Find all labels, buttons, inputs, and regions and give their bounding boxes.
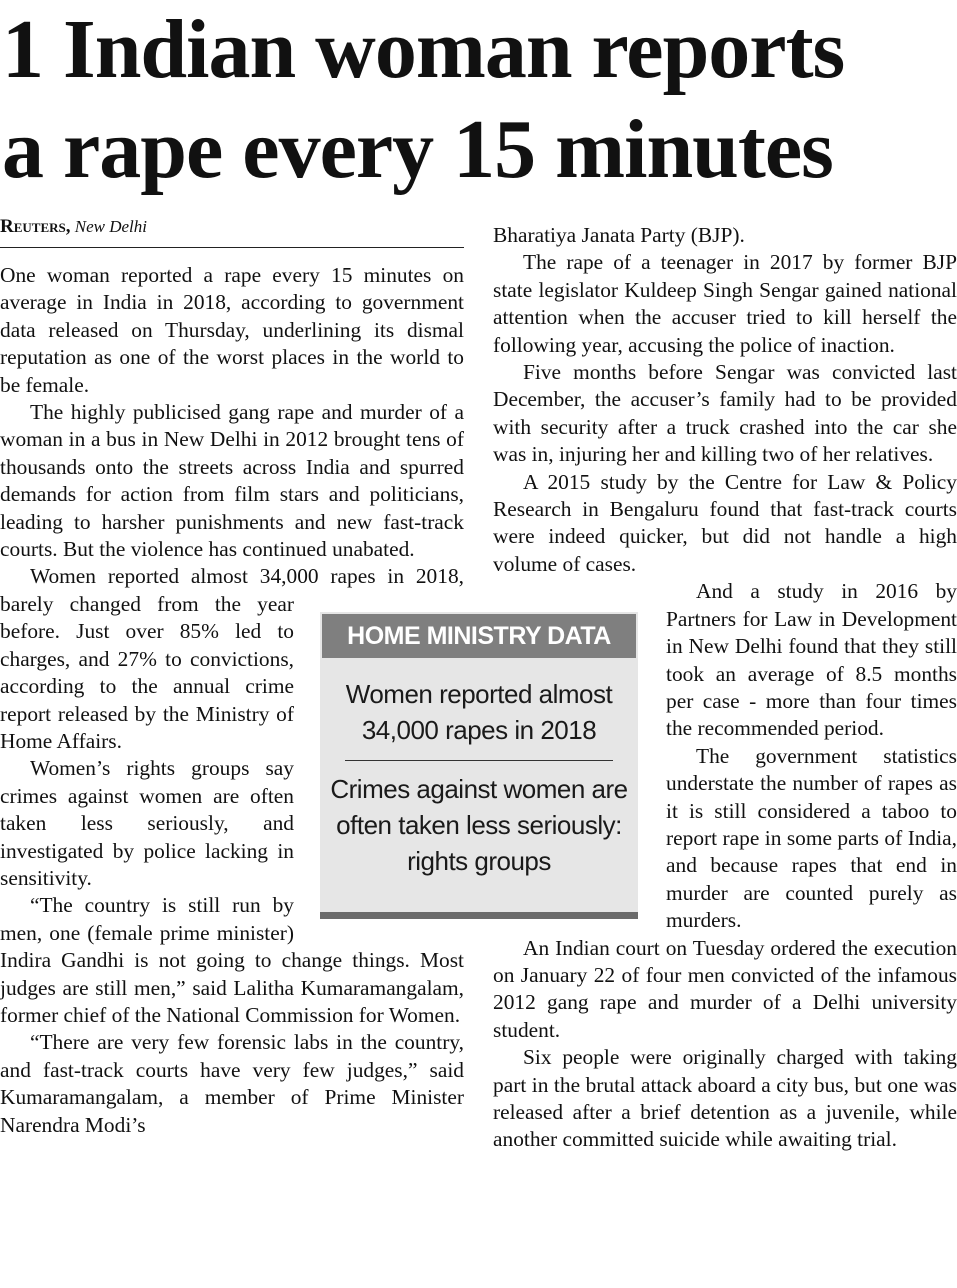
paragraph: Women reported almost 34,000 rapes in 2018, barely changed from the year before. Just over 85% led to charges, and 27% to convictions, according to the annual crime report released by the Ministry of Home Affairs.: [0, 564, 464, 753]
paragraph: Five months before Sengar was convicted last December, the accuser’s family had to be provided with security after a truck crashed into the car she was in, injuring her and killing two of her relatives.: [493, 360, 957, 467]
home-ministry-data-box: [320, 612, 638, 919]
paragraph: The government statistics understate the number of rapes as it is still considered a taboo to report rape in some parts of India, and because rapes that end in murder are counted purely as murders.: [666, 743, 957, 933]
paragraph: “The country is still run by men, one (female prime minister) Indira Gandhi is not going to change things. Most judges are still men,” said Lalitha Kumaramangalam, former chief of the National Commission for Women.: [0, 893, 464, 1027]
box-title: HOME MINISTRY DATA: [322, 614, 636, 658]
paragraph: The highly publicised gang rape and murder of a woman in a bus in New Delhi in 2012 brought tens of thousands onto the streets across India and spurred demands for action from film stars and politicians, leading to harsher punishments and new fast-track courts. But the violence has continued unabated.: [0, 400, 464, 562]
paragraph: One woman reported a rape every 15 minutes on average in India in 2018, according to government data released on Thursday, underlining its dismal reputation as one of the worst places in the world to be female.: [0, 263, 464, 397]
paragraph: And a study in 2016 by Partners for Law in Development in New Delhi found that they still took an average of 8.5 months per case - more than four times the recommended period.: [666, 579, 957, 741]
box-fact-1: Women reported almost 34,000 rapes in 2018: [345, 679, 613, 745]
byline-place: New Delhi: [74, 217, 147, 236]
paragraph: An Indian court on Tuesday ordered the execution on January 22 of four men convicted of the infamous 2012 gang rape and murder of a Delhi university student.: [493, 935, 957, 1042]
paragraph: “There are very few forensic labs in the country, and fast-track courts have very few judges,” said Kumaramangalam, a member of Prime Minister Narendra Modi’s: [0, 1030, 464, 1137]
headline: [2, 0, 957, 200]
headline-line-1: 1 Indian woman reports: [2, 3, 845, 96]
paragraph: Six people were originally charged with taking part in the brutal attack aboard a city bus, but one was released after a brief detention as a juvenile, while another committed suicide while awaiting trial.: [493, 1045, 957, 1152]
headline-line-2: a rape every 15 minutes: [2, 103, 833, 196]
paragraph: Women’s rights groups say crimes against women are often taken less seriously, and investigated by police lacking in sensitivity.: [0, 756, 294, 890]
paragraph: Bharatiya Janata Party (BJP).: [493, 223, 745, 247]
box-divider: [345, 760, 613, 761]
paragraph: The rape of a teenager in 2017 by former BJP state legislator Kuldeep Singh Sengar gained national attention when the accuser tried to kill herself the following year, accusing the police of inaction.: [493, 250, 957, 357]
box-fact-2: Crimes against women are often taken less seriously: rights groups: [330, 774, 628, 876]
byline-agency: Reuters,: [0, 216, 71, 237]
byline: [0, 216, 464, 248]
paragraph: A 2015 study by the Centre for Law & Policy Research in Bengaluru found that fast-track courts were indeed quicker, but did not handle a high volume of cases.: [493, 469, 957, 576]
